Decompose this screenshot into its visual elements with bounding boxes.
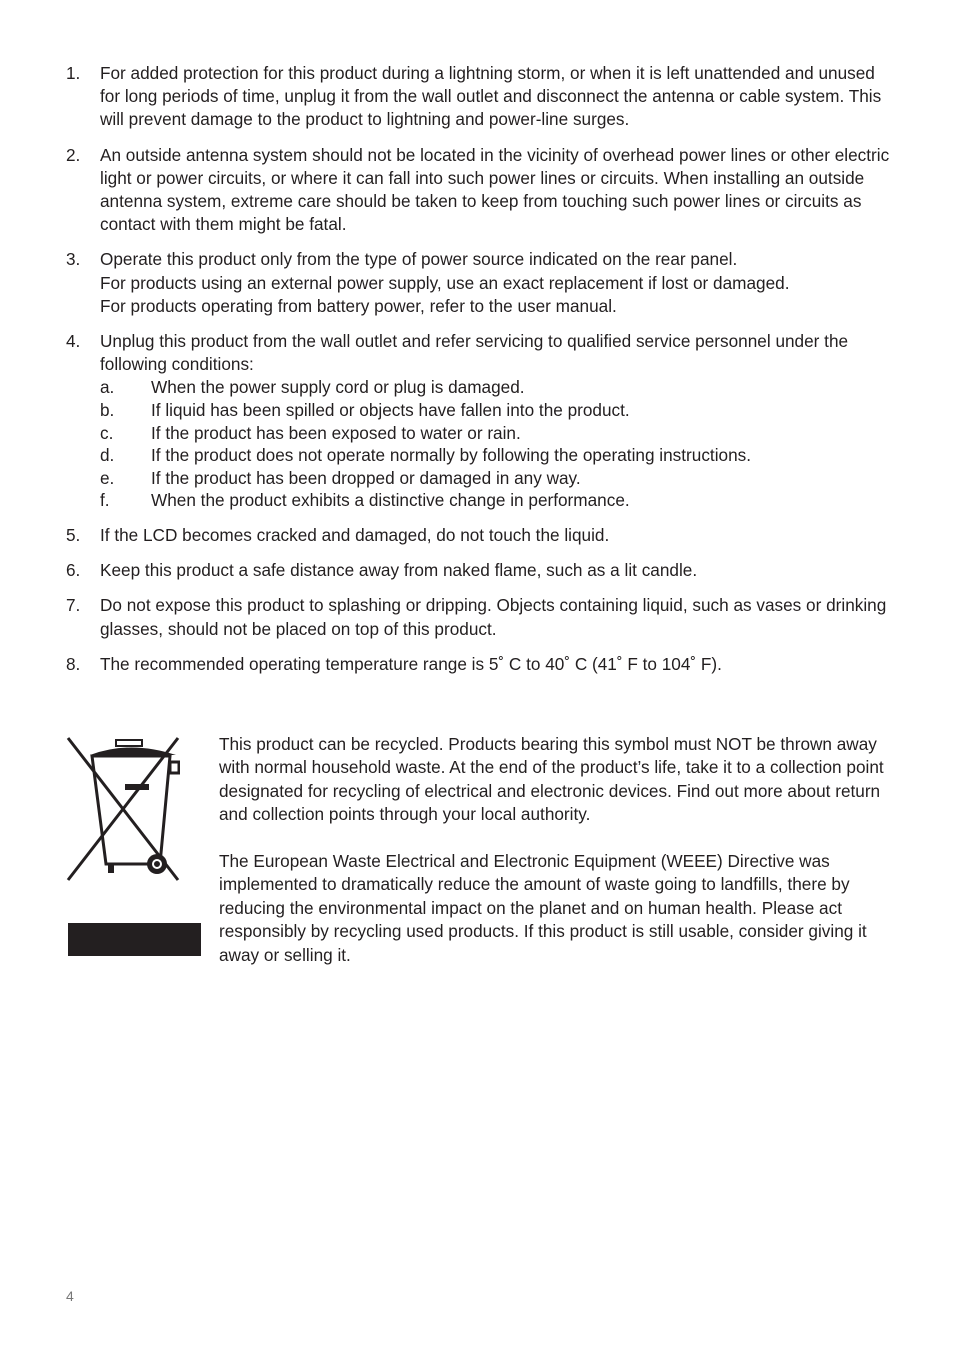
condition-text: If the product does not operate normally by following the operating instructions. (151, 445, 752, 466)
item-number: 5. (66, 525, 81, 545)
weee-black-bar (68, 923, 201, 956)
condition-letter: d. (100, 445, 115, 466)
item-number: 8. (66, 653, 81, 674)
item-number: 3. (66, 249, 81, 270)
condition-letter: e. (100, 467, 115, 488)
condition-letter: a. (100, 377, 115, 398)
condition-text: When the product exhibits a distinctive change in performance. (151, 490, 630, 511)
condition-item (100, 444, 896, 467)
page-number: 4 (66, 1288, 74, 1304)
crossed-out-wheelie-bin-icon (66, 736, 180, 882)
safety-item-2 (66, 144, 896, 237)
condition-item (100, 422, 896, 445)
item-number: 1. (66, 63, 81, 83)
safety-item-8 (66, 653, 896, 676)
item-number: 7. (66, 595, 81, 616)
safety-item-5 (66, 524, 896, 547)
safety-item-7 (66, 594, 896, 640)
condition-letter: c. (100, 422, 114, 443)
item-text: The recommended operating temperature range is 5˚ C to 40˚ C (41˚ F to 104˚ F). (100, 653, 722, 674)
conditions-sublist (100, 376, 896, 512)
item-text: Unplug this product from the wall outlet and refer servicing to qualified service personnel under the following conditions: (100, 331, 849, 375)
item-text: Do not expose this product to splashing or dripping. Objects containing liquid, such as vases or drinking glasses, should not be placed on top of this product. (100, 595, 887, 639)
item-text-line: For products using an external power supply, use an exact replacement if lost or damaged. (100, 272, 790, 293)
condition-text: If liquid has been spilled or objects have fallen into the product. (151, 400, 630, 421)
item-number: 2. (66, 144, 81, 165)
safety-item-6 (66, 559, 896, 582)
condition-item (100, 376, 896, 399)
item-text: An outside antenna system should not be located in the vicinity of overhead power lines or other electric light or power circuits, or where it can fall into such power lines or circuits. When installing an outside antenna system, extreme care should be taken to keep from touching such power lines or circuits as contact with them might be fatal. (100, 144, 890, 235)
safety-item-1 (66, 62, 896, 132)
item-text: Keep this product a safe distance away from naked flame, such as a lit candle. (100, 560, 698, 581)
safety-instructions-list (66, 62, 896, 688)
item-text: For added protection for this product during a lightning storm, or when it is left unattended and unused for long periods of time, unplug it from the wall outlet and disconnect the antenna or cable system. This will prevent damage to the product to lightning and power-line surges. (100, 63, 882, 130)
condition-letter: b. (100, 400, 115, 421)
condition-item (100, 399, 896, 422)
item-number: 6. (66, 560, 81, 581)
item-text-line: Operate this product only from the type of power source indicated on the rear panel. (100, 249, 738, 270)
item-text-line: For products operating from battery power, refer to the user manual. (100, 295, 617, 316)
weee-directive-paragraph: The European Waste Electrical and Electronic Equipment (WEEE) Directive was implemented to dramatically reduce the amount of waste going to landfills, there by reducing the environmental impact on the planet and on human health. Please act responsibly by recycling used products. If this product is still usable, consider giving it away or selling it. (219, 851, 867, 965)
safety-item-3 (66, 248, 896, 318)
condition-item (100, 467, 896, 490)
item-number: 4. (66, 331, 81, 352)
safety-item-4 (66, 330, 896, 512)
item-text: If the LCD becomes cracked and damaged, do not touch the liquid. (100, 525, 610, 545)
recycling-paragraph: This product can be recycled. Products bearing this symbol must NOT be thrown away with normal household waste. At the end of the product’s life, take it to a collection point designated for recycling of electrical and electronic devices. Find out more about return and collection points through your local authority. (219, 734, 884, 825)
condition-item (100, 489, 896, 512)
condition-letter: f. (100, 490, 110, 511)
condition-text: When the power supply cord or plug is damaged. (151, 377, 525, 398)
condition-text: If the product has been exposed to water or rain. (151, 422, 521, 443)
condition-text: If the product has been dropped or damaged in any way. (151, 467, 581, 488)
